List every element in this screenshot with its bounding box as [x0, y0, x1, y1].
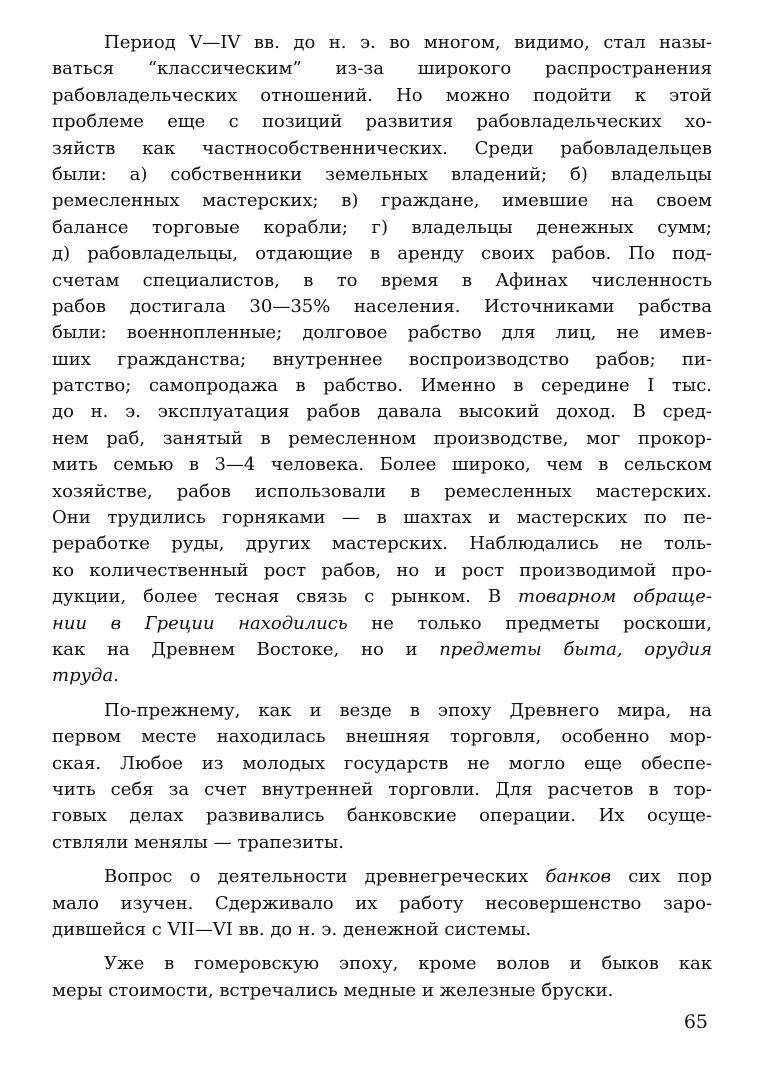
text-line	[52, 505, 712, 531]
text-line	[52, 188, 712, 214]
text-line	[52, 830, 712, 856]
paragraph	[52, 698, 712, 856]
text-line	[52, 803, 712, 829]
italic-text: предметы быта, орудия	[439, 638, 713, 660]
text-segment: .	[113, 665, 119, 687]
text-segment: как на Древнем Востоке, но и	[52, 638, 440, 660]
text-line	[52, 558, 712, 584]
text-line	[52, 531, 712, 557]
text-line	[52, 864, 712, 890]
text-segment: проблеме еще с позиций развития рабовладельческих хо-	[52, 111, 712, 133]
text-line	[52, 399, 712, 425]
text-segment: были: военнопленные; долговое рабство для лиц, не имев-	[52, 322, 712, 344]
text-segment: рабовладельческих отношений. Но можно подойти к этой	[52, 84, 712, 106]
text-line	[52, 724, 712, 750]
text-line	[52, 162, 712, 188]
text-line	[52, 891, 712, 917]
text-segment: ствляли менялы — трапезиты.	[52, 831, 345, 853]
text-line	[52, 294, 712, 320]
text-segment: дукции, более тесная связь с рынком. В	[52, 586, 518, 608]
italic-text: банков	[545, 866, 612, 888]
text-line	[52, 56, 712, 82]
text-segment: ших гражданства; внутреннее воспроизводство рабов; пи-	[52, 348, 712, 370]
text-segment: до н. э. эксплуатация рабов давала высокий доход. В сред-	[52, 401, 712, 423]
text-line	[52, 347, 712, 373]
text-line	[52, 241, 712, 267]
text-line	[52, 698, 712, 724]
text-segment: чить себя за счет внутренней торговли. Для расчетов в тор-	[52, 778, 712, 800]
text-line	[52, 426, 712, 452]
paragraph	[52, 951, 712, 1004]
text-line	[52, 83, 712, 109]
text-segment: сих пор	[611, 866, 712, 888]
text-segment: Уже в гомеровскую эпоху, кроме волов и быков как	[104, 953, 712, 975]
text-line	[52, 30, 712, 56]
text-line	[52, 109, 712, 135]
text-segment: ремесленных мастерских; в) граждане, имевшие на своем	[52, 190, 712, 212]
italic-text: нии в Греции находились	[52, 612, 348, 634]
text-segment: мить семью в 3—4 человека. Более широко, чем в сельском	[52, 454, 712, 476]
paragraph	[52, 30, 712, 690]
text-line	[52, 452, 712, 478]
text-segment: д) рабовладельцы, отдающие в аренду своих рабов. По под-	[52, 243, 712, 265]
text-segment: хозяйстве, рабов использовали в ремесленных мастерских.	[52, 480, 712, 502]
paragraph	[52, 864, 712, 943]
text-segment: ваться “классическим” из-за широкого распространения	[52, 58, 712, 80]
page-number: 65	[683, 1011, 708, 1033]
text-line	[52, 136, 712, 162]
text-line	[52, 215, 712, 241]
text-segment: были: а) собственники земельных владений; б) владельцы	[52, 163, 712, 185]
text-segment: ратство; самопродажа в рабство. Именно в середине I тыс.	[52, 375, 712, 397]
text-segment: Вопрос о деятельности древнегреческих	[104, 866, 546, 888]
text-segment: меры стоимости, встречались медные и железные бруски.	[52, 979, 614, 1001]
text-segment: дившейся с VII—VI вв. до н. э. денежной системы.	[52, 918, 532, 940]
text-segment: первом месте находилась внешняя торговля, особенно мор-	[52, 726, 712, 748]
text-segment: По-прежнему, как и везде в эпоху Древнего мира, на	[104, 699, 712, 721]
text-line	[52, 637, 712, 663]
text-segment: нем раб, занятый в ремесленном производстве, мог прокор-	[52, 427, 712, 449]
italic-text: товарном обраще-	[518, 586, 713, 608]
text-segment: говых делах развивались банковские операции. Их осуще-	[52, 805, 712, 827]
text-segment: ская. Любое из молодых государств не могло еще обеспе-	[52, 752, 712, 774]
text-line	[52, 777, 712, 803]
text-line	[52, 584, 712, 610]
text-line	[52, 373, 712, 399]
text-segment: реработке руды, других мастерских. Наблюдались не толь-	[52, 533, 712, 555]
text-line	[52, 479, 712, 505]
text-line	[52, 320, 712, 346]
text-segment: балансе торговые корабли; г) владельцы денежных сумм;	[52, 216, 712, 238]
text-segment: Период V—IV вв. до н. э. во многом, видимо, стал назы-	[104, 32, 712, 53]
text-segment: не только предметы роскоши,	[347, 612, 712, 634]
text-line	[52, 268, 712, 294]
text-line	[52, 663, 712, 689]
text-segment: зяйств как частнособственнических. Среди рабовладельцев	[52, 137, 712, 159]
text-segment: Они трудились горняками — в шахтах и мастерских по пе-	[52, 507, 712, 529]
text-line	[52, 611, 712, 637]
text-segment: рабов достигала 30—35% населения. Источниками рабства	[52, 295, 712, 317]
text-line	[52, 951, 712, 977]
text-segment: мало изучен. Сдерживало их работу несовершенство заро-	[52, 892, 712, 914]
text-segment: счетам специалистов, в то время в Афинах численность	[52, 269, 712, 291]
book-page	[52, 30, 712, 1004]
text-line	[52, 917, 712, 943]
text-line	[52, 751, 712, 777]
text-line	[52, 978, 712, 1004]
italic-text: труда	[52, 665, 114, 687]
text-segment: ко количественный рост рабов, но и рост производимой про-	[52, 559, 712, 581]
